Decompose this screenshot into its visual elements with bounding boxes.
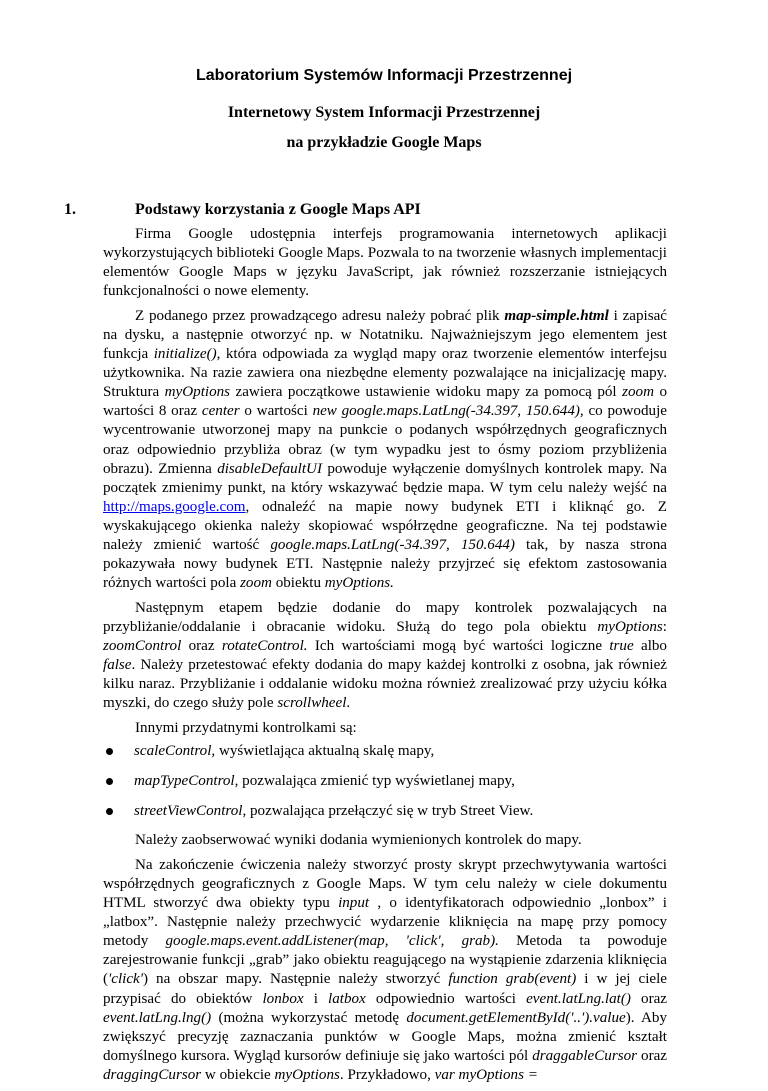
body-text — [103, 225, 667, 1091]
controls-list — [103, 742, 667, 821]
paragraph-5: Należy zaobserwować wyniki dodania wymienionych kontrolek do mapy. — [135, 832, 582, 849]
lab-title: Laboratorium Systemów Informacji Przestrzennej — [195, 67, 573, 84]
paragraph-4: Innymi przydatnymi kontrolkami są: — [135, 719, 357, 736]
google-maps-link[interactable]: http://maps.google.com — [103, 498, 246, 515]
document-title: Internetowy System Informacji Przestrzennej — [227, 104, 541, 121]
list-item: mapTypeControl, pozwalająca zmienić typ wyświetlanej mapy, — [103, 772, 667, 791]
bullet-icon — [106, 808, 113, 815]
section-number: 1. — [64, 201, 76, 218]
paragraph-1: Firma Google udostępnia interfejs programowania internetowych aplikacji wykorzystujących biblioteki Google Maps. Pozwala to na tworzenie własnych implementacji elementów Google Maps w języku JavaScript, jak również rozszerzanie istniejących funkcjonalności o nowe elementy. — [103, 226, 667, 300]
document-subtitle: na przykładzie Google Maps — [286, 134, 482, 151]
filename: map-simple.html — [504, 307, 609, 324]
list-item: scaleControl, wyświetlająca aktualną skalę mapy, — [103, 742, 667, 761]
section-title: Podstawy korzystania z Google Maps API — [135, 201, 421, 218]
paragraph-3: Następnym etapem będzie dodanie do mapy kontrolek pozwalających na przybliżanie/oddalanie i obracanie widoku. Służą do tego pola obiektu myOptions: zoomControl oraz rotateControl. Ich wartościami mogą być wartości logiczne true albo false. Należy przetestować efekty dodania do mapy każdej kontrolki z osobna, jak również kilku naraz. Przybliżanie i oddalanie widoku można również zrealizować przy użyciu kółka myszki, do czego służy pole scrollwheel. — [103, 599, 667, 712]
bullet-icon — [106, 778, 113, 785]
list-item: streetViewControl, pozwalająca przełączyć się w tryb Street View. — [103, 802, 667, 821]
paragraph-2: Z podanego przez prowadzącego adresu należy pobrać plik map-simple.html i zapisać na dysku, a następnie otworzyć np. w Notatniku. Najważniejszym jego elementem jest funkcja initialize(), która odpowiada za wygląd mapy oraz tworzenie elementów interfejsu użytkownika. Na razie zawiera ona niezbędne elementy pozwalające na inicjalizację mapy. Struktura myOptions zawiera początkowe ustawienie widoku mapy za pomocą pól zoom o wartości 8 oraz center o wartości new google.maps.LatLng(-34.397, 150.644), co powoduje wycentrowanie utworzonej mapy na punkcie o podanych współrzędnych geograficznych oraz odpowiednio przybliża obraz (w tym wypadku jest to ósmy poziom przybliżenia obrazu). Zmienna disableDefaultUI powoduje wyłączenie domyślnych kontrolek mapy. Na początek zmienimy punkt, na który wskazywać będzie mapa. W tym celu należy wejść na http://maps.google.com, odnaleźć na mapie nowy budynek ETI i kliknąć go. Z wyskakującego okienka należy skopiować współrzędne geograficzne. Na tej podstawie należy zmienić wartość google.maps.LatLng(-34.397, 150.644) tak, by nasza strona pokazywała nowy budynek ETI. Następnie należy przyjrzeć się efektom zastosowania różnych wartości pola zoom obiektu myOptions. — [103, 307, 668, 592]
paragraph-6: Na zakończenie ćwiczenia należy stworzyć prosty skrypt przechwytywania wartości współrzędnych geograficznych z Google Maps. W tym celu należy w ciele dokumentu HTML stworzyć dwa obiekty typu input , o identyfikatorach odpowiednio „lonbox” i „latbox”. Następnie należy przechwycić wydarzenie kliknięcia na mapę przy pomocy metody google.maps.event.addListener(map, 'click', grab). Metoda ta powoduje zarejestrowanie funkcji „grab” jako obiektu reagującego na wystąpienie zdarzenia kliknięcia ('click') na obszar mapy. Następnie należy stworzyć function grab(event) i w jej ciele przypisać do obiektów lonbox i latbox odpowiednio wartości event.latLng.lat() oraz event.latLng.lng() (można wykorzystać metodę document.getElementById('..').value). Aby zwiększyć precyzję zaznaczania punktów w Google Maps, można zmienić kształt domyślnego kursora. Wygląd kursorów definiuje się jako wartości pól draggableCursor oraz draggingCursor w obiekcie myOptions. Przykładowo, var myOptions = — [103, 856, 668, 1083]
bullet-icon — [106, 748, 113, 755]
